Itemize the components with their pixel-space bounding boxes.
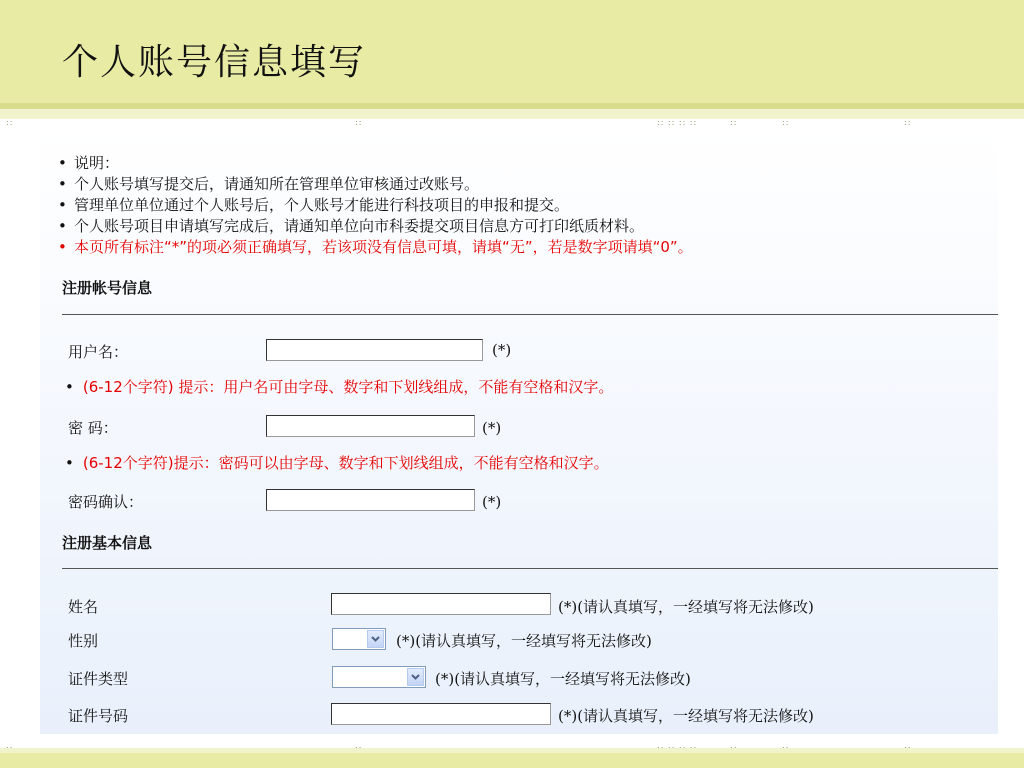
instructions-list: [58, 153, 693, 258]
username-tip: • (6-12个字符) 提示：用户名可由字母、数字和下划线组成，不能有空格和汉字。: [65, 376, 613, 397]
password-required-mark: (*): [482, 419, 502, 437]
password-label: 密 码：: [68, 419, 118, 437]
id-type-select[interactable]: [332, 666, 426, 688]
slide-header: [0, 0, 1024, 103]
chevron-down-icon[interactable]: [407, 668, 424, 686]
name-hint: (*)(请认真填写，一经填写将无法修改): [558, 598, 814, 616]
registration-form-screenshot: [40, 130, 998, 734]
list-item: • 管理单位单位通过个人账号后，个人账号才能进行科技项目的申报和提交。: [58, 195, 693, 216]
password-input[interactable]: [266, 415, 475, 437]
username-required-mark: (*): [492, 341, 512, 359]
name-label: 姓名: [68, 598, 99, 616]
id-number-label: 证件号码: [68, 707, 129, 725]
gender-hint: (*)(请认真填写，一经填写将无法修改): [396, 632, 652, 650]
id-number-hint: (*)(请认真填写，一经填写将无法修改): [558, 707, 814, 725]
id-number-input[interactable]: [331, 703, 551, 725]
slide-title: 个人账号信息填写: [62, 42, 367, 83]
confirm-required-mark: (*): [482, 493, 502, 511]
list-item: • 个人账号填写提交后，请通知所在管理单位审核通过改账号。: [58, 174, 693, 195]
section-title-basic: 注册基本信息: [62, 534, 153, 552]
gender-label: 性别: [68, 632, 99, 650]
divider: [62, 568, 998, 569]
decorative-dots-top: :: :: :: :: :: :: :: :: ::: [6, 118, 912, 127]
id-type-label: 证件类型: [68, 670, 129, 688]
id-type-hint: (*)(请认真填写，一经填写将无法修改): [435, 670, 691, 688]
confirm-password-label: 密码确认：: [68, 493, 144, 511]
list-item: • 个人账号项目申请填写完成后，请通知单位向市科委提交项目信息方可打印纸质材料。: [58, 216, 693, 237]
name-input[interactable]: [331, 593, 551, 615]
gender-select[interactable]: [332, 628, 386, 650]
footer-band: [0, 753, 1024, 768]
password-tip: • (6-12个字符)提示：密码可以由字母、数字和下划线组成，不能有空格和汉字。: [65, 452, 609, 473]
username-input[interactable]: [266, 339, 483, 361]
list-item: • 说明：: [58, 153, 693, 174]
section-title-account: 注册帐号信息: [62, 279, 153, 297]
chevron-down-icon[interactable]: [367, 630, 384, 648]
list-item: • 本页所有标注“*”的项必须正确填写，若该项没有信息可填，请填“无”，若是数字项请填“0”。: [58, 237, 693, 258]
confirm-password-input[interactable]: [266, 489, 475, 511]
username-label: 用户名：: [68, 343, 129, 361]
divider: [62, 314, 998, 315]
